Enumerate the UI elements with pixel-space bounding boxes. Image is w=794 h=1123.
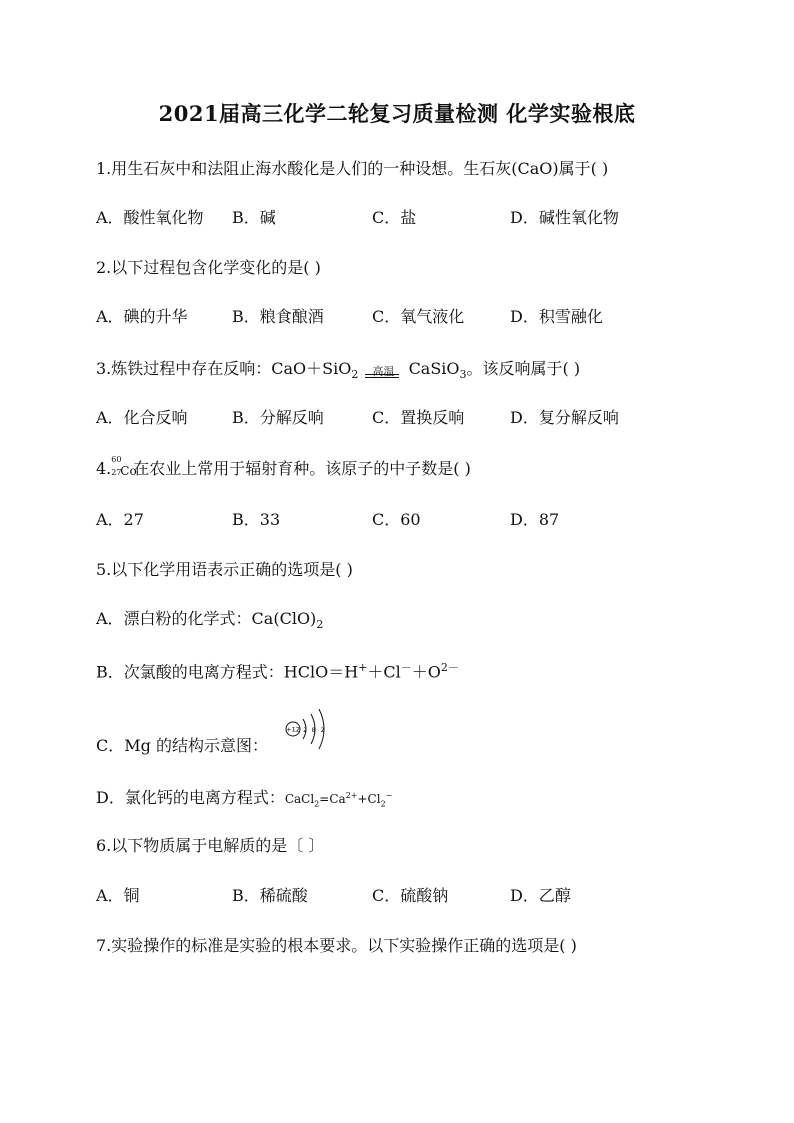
q5-option-b-sup3: 2－: [440, 661, 459, 674]
q4-stem-prefix: 4.: [96, 459, 112, 478]
question-5-stem: 5.以下化学用语表示正确的选项是( ): [96, 560, 353, 579]
q1-option-d: D．碱性氧化物: [510, 208, 619, 227]
question-1-stem: 1.用生石灰中和法阻止海水酸化是人们的一种设想。生石灰(CaO)属于( ): [96, 159, 609, 178]
eq-part-1-sub: 2: [314, 799, 320, 809]
condition-bar-top: [365, 374, 399, 375]
mg-shell-1-count: 2: [303, 727, 307, 734]
q2-option-d: D．积雪融化: [510, 307, 603, 326]
nuclide-mass-number: 60: [111, 455, 122, 464]
mg-shell-3-count: 2: [320, 727, 325, 734]
condition-bar-bottom: [365, 377, 399, 378]
q4-option-d: D．87: [510, 510, 560, 529]
q5-option-a-sub: 2: [316, 618, 324, 632]
q5-option-b-sup2: －: [400, 661, 412, 674]
q6-option-b: B．稀硫酸: [232, 886, 308, 905]
mg-nucleus-label: +12: [286, 725, 300, 734]
eq-part-2: =Ca: [319, 792, 346, 806]
q1-option-b: B．碱: [232, 208, 276, 227]
q2-option-c: C．氧气液化: [372, 307, 465, 326]
q3-stem-prefix: 3.炼铁过程中存在反响：CaO＋SiO: [96, 359, 352, 378]
question-4-stem: [96, 455, 471, 480]
q2-option-b: B．粮食酿酒: [232, 307, 324, 326]
q5-option-b: [96, 657, 459, 683]
q4-option-b: B．33: [232, 510, 281, 529]
q3-stem-mid: CaSiO: [408, 359, 460, 378]
nuclide-atomic-number: 27: [111, 468, 122, 477]
q3-option-c: C．置换反响: [372, 408, 465, 427]
q4-stem-suffix: 在农业上常用于辐射育种。该原子的中子数是( ): [133, 459, 471, 478]
q3-sub-3: 3: [459, 368, 467, 382]
q5-option-c-text: C．Mg 的结构示意图：: [96, 736, 268, 755]
q6-option-d: D．乙醇: [510, 886, 571, 905]
eq-part-3-sub: 2: [380, 799, 386, 809]
mg-structure-diagram: [284, 706, 334, 752]
cacl2-ionization-equation: [284, 791, 393, 809]
nuclide-symbol: [111, 455, 137, 480]
q6-option-a: A．铜: [96, 886, 140, 905]
q5-option-c: [96, 735, 268, 757]
question-7-stem: 7.实验操作的标准是实验的根本要求。以下实验操作正确的选项是( ): [96, 936, 577, 955]
q3-stem-suffix: 。该反响属于( ): [466, 359, 581, 378]
reaction-condition: [363, 364, 403, 386]
q3-sub-2: 2: [351, 368, 359, 382]
q1-option-a: A．酸性氧化物: [96, 208, 204, 227]
q6-option-c: C．硫酸钠: [372, 886, 449, 905]
question-6-stem: 6.以下物质属于电解质的是〔 〕: [96, 836, 325, 855]
q3-option-a: A．化合反响: [96, 408, 188, 427]
q5-option-d-text: D．氯化钙的电离方程式：: [96, 788, 285, 807]
q3-option-b: B．分解反响: [232, 408, 324, 427]
q5-option-d: [96, 785, 392, 815]
q5-option-b-sup1: +: [358, 661, 368, 674]
q4-option-a: A．27: [96, 510, 144, 529]
page-title: 2021届高三化学二轮复习质量检测 化学实验根底: [158, 101, 636, 126]
question-3-stem: [96, 358, 580, 386]
eq-part-3: +Cl: [357, 792, 381, 806]
q5-option-a-text: A．漂白粉的化学式：Ca(ClO): [96, 609, 317, 628]
question-2-stem: 2.以下过程包含化学变化的是( ): [96, 258, 321, 277]
q5-option-b-mid2: ＋O: [411, 662, 441, 682]
q5-option-b-text: B．次氯酸的电离方程式：HClO＝H: [96, 662, 359, 682]
mg-shell-2-count: 8: [311, 727, 316, 734]
q2-option-a: A．碘的升华: [96, 307, 188, 326]
q1-option-c: C．盐: [372, 208, 417, 227]
q5-option-b-mid: ＋Cl: [367, 662, 401, 682]
q4-option-c: C．60: [372, 510, 421, 529]
q5-option-a: [96, 608, 323, 636]
q3-option-d: D．复分解反响: [510, 408, 619, 427]
condition-text: 高温: [372, 365, 395, 379]
eq-part-2-sup: 2+: [345, 791, 358, 800]
eq-part-3-sup: −: [385, 791, 393, 800]
nuclide-element: Co: [120, 464, 137, 478]
eq-part-1: CaCl: [284, 792, 315, 806]
